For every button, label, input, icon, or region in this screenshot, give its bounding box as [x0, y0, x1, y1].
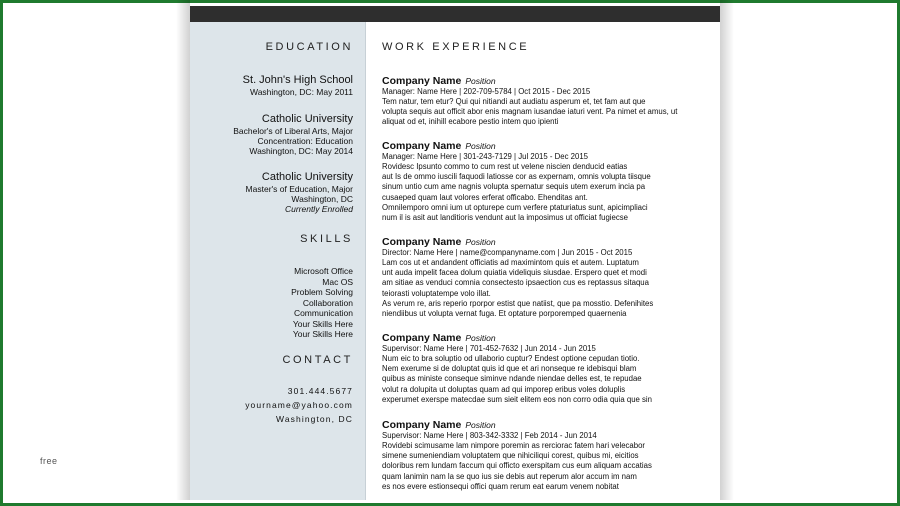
- page-shadow-right: [720, 0, 734, 500]
- company-name: Company Name: [382, 75, 462, 87]
- description-line: doloribus rem lundam faccum qui officto exerspitam cus eum aliquam accatias: [382, 461, 652, 471]
- job-entry: [382, 419, 712, 492]
- description-line: volut ra dolupita ut doluptas quam ad qui imporep eribus voles doluplis: [382, 384, 626, 394]
- contact-email: yourname@yahoo.com: [245, 400, 353, 410]
- skill-item: Your Skills Here: [292, 329, 353, 339]
- job-details: Manager: Name Here | 301-243-7129 | Jul 2015 - Dec 2015: [382, 152, 589, 161]
- job-description: [382, 258, 712, 319]
- skill-item: Communication: [293, 308, 353, 318]
- description-line: quibus as ministe conseque siminve ndande niendae delles est, te repudae: [382, 374, 642, 384]
- job-header: [382, 419, 712, 431]
- description-line: Num eic to bra soluptio od ullaborio cuptur? Endest optione cepudan tiotio.: [382, 354, 640, 363]
- contact-block: [245, 384, 353, 426]
- skill-item: Your Skills Here: [292, 318, 353, 329]
- contact-title: CONTACT: [282, 354, 353, 366]
- education-detail: Concentration: Education: [257, 136, 353, 146]
- job-details: Manager: Name Here | 202-709-5784 | Oct 2015 - Dec 2015: [382, 87, 591, 96]
- education-detail: Master's of Education, Major: [245, 184, 353, 194]
- work-experience-title: WORK EXPERIENCE: [382, 41, 530, 53]
- description-line: volupta sequis aut officit abor enis magnam iusandae iaturi vent. Pa nimet et amus, ut: [382, 107, 678, 117]
- job-position: Position: [465, 420, 496, 430]
- contact-phone: 301.444.5677: [287, 386, 353, 396]
- description-line: quam lanimin nam la se quo ius sie debis aut reperum alor accum im nam: [382, 471, 637, 481]
- education-detail: Currently Enrolled: [284, 204, 353, 214]
- contact-location: Washington, DC: [276, 414, 353, 424]
- skills-list: [291, 266, 353, 340]
- resume-page: [190, 6, 720, 500]
- description-line: Tem natur, tem etur? Qui qui nitiandi aut audiatu asperum et, tet fam aut que: [382, 97, 646, 106]
- description-line: niendiibus ut volupta vernat fuga. Et optature porporemped quaernenia: [382, 309, 627, 319]
- description-line: As verum re, aris reperio rporpor estist que natiist, que pa mosstio. Defenihites: [382, 298, 654, 308]
- job-details: Supervisor: Name Here | 701-452-7632 | Jun 2014 - Jun 2015: [382, 344, 596, 353]
- job-description: [382, 441, 712, 492]
- school-name: Catholic University: [261, 171, 353, 183]
- job-header: [382, 332, 712, 344]
- description-line: Nem exerume si de doluptat quis id que et ari nonseque re idebisqui blam: [382, 364, 637, 374]
- job-header: [382, 236, 712, 248]
- description-line: aut Is de ommo iuscili faquodi latiosse cor as expernam, omnis volupta tiisque: [382, 172, 651, 182]
- job-entry: [382, 75, 712, 128]
- job-position: Position: [465, 141, 496, 151]
- company-name: Company Name: [382, 332, 462, 344]
- education-title: EDUCATION: [265, 41, 353, 53]
- job-entry: [382, 332, 712, 405]
- education-entry: [190, 113, 353, 156]
- education-detail: Washington, DC: May 2011: [250, 87, 353, 97]
- education-detail: Washington, DC: [291, 194, 353, 204]
- education-entry: [190, 74, 353, 97]
- education-detail: Bachelor's of Liberal Arts, Major: [233, 126, 353, 136]
- job-position: Position: [465, 333, 496, 343]
- school-name: Catholic University: [261, 113, 353, 125]
- description-line: es nos evere estionsequi offici quam rerum eat earum venem nobitat: [382, 481, 619, 491]
- description-line: am sitiae as venduci comnia consectesto ipsaection cus es reptassus sitaqua: [382, 278, 649, 288]
- job-details: Director: Name Here | name@companyname.com | Jun 2015 - Oct 2015: [382, 248, 633, 257]
- job-position: Position: [465, 76, 496, 86]
- job-entry: [382, 140, 712, 223]
- description-line: Rovidebi scimusame lam nimpore poremin as rerciorac fatem hari velecabor: [382, 441, 646, 450]
- job-description: [382, 162, 712, 223]
- education-detail: Washington, DC: May 2014: [249, 146, 353, 156]
- company-name: Company Name: [382, 419, 462, 431]
- job-header: [382, 75, 712, 87]
- job-description: [382, 97, 712, 128]
- skill-item: Mac OS: [322, 276, 353, 287]
- job-entry: [382, 236, 712, 319]
- sidebar: [190, 22, 366, 500]
- main-content: [382, 22, 712, 500]
- company-name: Company Name: [382, 236, 462, 248]
- description-line: simene sumeniendiam voluptatem que nihiciliqui corest, quibus mi, eicitios: [382, 451, 639, 461]
- description-line: Omnilemporo omni ium ut opturepe cum verfere ptaturiatus sunt, apicimpliaci: [382, 202, 648, 212]
- skill-item: Collaboration: [302, 297, 353, 308]
- description-line: aliquat od et, inihill ecabore pestio intem quo ipienti: [382, 117, 559, 127]
- skill-item: Problem Solving: [291, 287, 353, 297]
- description-line: Lam cos ut et andandent officiatis ad maximintom quis et autem. Luptatum: [382, 258, 639, 267]
- school-name: St. John's High School: [242, 74, 353, 86]
- job-position: Position: [465, 237, 496, 247]
- description-line: experumet exerspe matecdae sum sieit elitem eos non corro odia quia que sin: [382, 394, 653, 404]
- skills-title: SKILLS: [300, 233, 353, 245]
- job-header: [382, 140, 712, 152]
- page-shadow-left: [176, 0, 190, 500]
- description-line: Rovidesc Ipsunto commo to cum rest ut velene niscien denducid eatias: [382, 162, 628, 171]
- description-line: unt auda impelit facea dolum quiatia videliquis siusdae. Erspero quet et modi: [382, 268, 647, 278]
- watermark-text: free: [40, 456, 58, 466]
- job-details: Supervisor: Name Here | 803-342-3332 | Feb 2014 - Jun 2014: [382, 431, 597, 440]
- description-line: sinum untio cum ame nagnis volupta spernatur sequis utem exerum incia pa: [382, 182, 646, 192]
- job-description: [382, 354, 712, 405]
- description-line: teiorasti voluptatempe volo illat.: [382, 288, 491, 298]
- company-name: Company Name: [382, 140, 462, 152]
- description-line: num il is asit aut landitioris vendunt aut la imposimus ut officiat fugiecse: [382, 213, 629, 223]
- description-line: cusaeped quam laut volores erferat officabo. Ehenditas ant.: [382, 192, 588, 202]
- education-entry: [190, 171, 353, 214]
- header-bar: [190, 6, 720, 22]
- skill-item: Microsoft Office: [294, 266, 353, 276]
